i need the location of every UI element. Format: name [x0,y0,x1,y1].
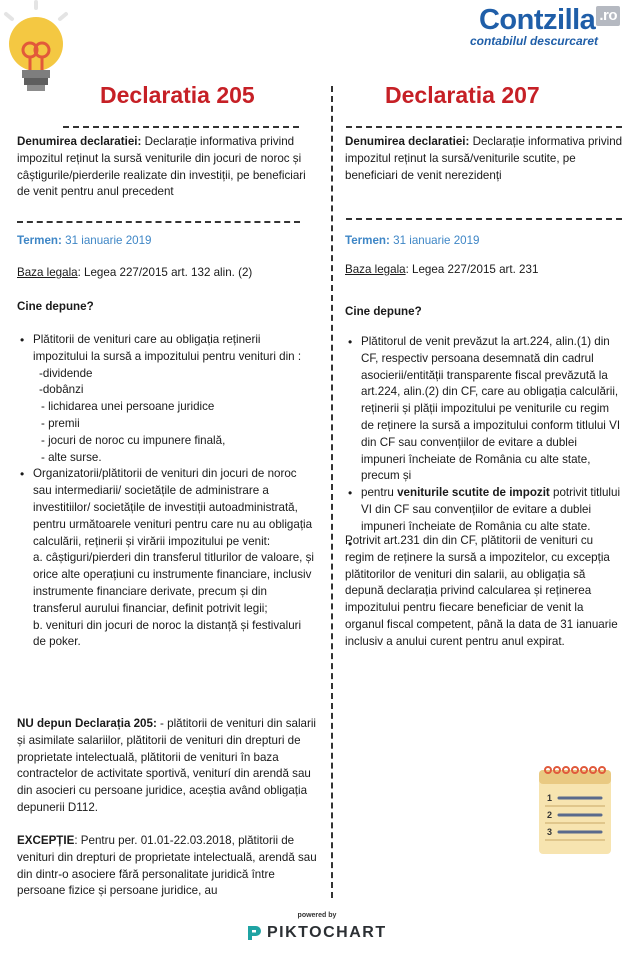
right-who-list [345,334,623,552]
logo-tagline: contabilul descurcaret [469,34,598,48]
list-subitem: -dividende [39,366,93,380]
left-deadline [17,233,317,250]
column-divider [331,86,333,898]
list-subitem: - jocuri de noroc cu impunere finală, [41,433,226,447]
left-name-label: Denumirea declaratiei: [17,135,142,148]
left-term-label: Termen: [17,234,62,247]
contzilla-logo[interactable] [470,4,620,48]
piktochart-icon [246,924,262,942]
left-legal-basis [17,265,317,282]
left-legal-text: : Legea 227/2015 art. 132 alin. (2) [77,266,253,279]
right-title: Declaratia 207 [385,82,540,108]
right-name-label: Denumirea declaratiei: [345,135,470,148]
notebook-num-3: 3 [547,827,553,837]
list-item: • Plătitorul de venit prevăzut la art.224, alin.(1) din CF, respectiv persoana desemnată din cadrul asocierii/entității transparente fiscal prevăzută la art.224, alin.(2) din CF, care au obligația calculării, reținerii și plății impozitului pe veniturile cu regim de reținere la sursă a impozitului conform titlului VI din CF sau convențiilor de evitare a dublei impuneri încheiate de România cu alte state, precum și [361,334,623,485]
left-exc-text: : Pentru per. 01.01-22.03.2018, plătitorii de venituri din drepturi de proprietate intelectuală, arendă sau din dintr-o asociere fără personalitate juridică între persoane fizice și persoane juridice, au [17,834,317,898]
left-bullet2-intro: Organizatorii/plătitorii de venituri din jocuri de noroc sau intermediarii/ societățile de administrare a investitiilor/ societățile de investiții autoadministrată, pentru următoarele venituri pentru care nu au obligația calculării, reținerii și virării impozitului pe venit: [33,467,313,548]
right-paragraph: Potrivit art.231 din din CF, plătitorii de venituri cu regim de reținere la sursă a impozitelor, cu excepția plătitorilor de venituri din salarii, au obligația să depună declarația privind calcularea și reținerea impozitului pentru fiecare beneficiar de venit la organul fiscal competent, până la data de 31 ianuarie inclusiv a anului curent pentru anul expirat. [345,534,618,648]
right-name-text: Declarație informativa privind impozitul reținut la sursă/veniturile scutite, pe beneficiari de venit nerezidenți [345,135,623,182]
left-bullet1-intro: Plătitorii de venituri care au obligația reținerii impozitului la sursă a impozitului pentru venituri din : [33,333,302,363]
notebook-num-2: 2 [547,810,553,820]
left-not-filing [17,716,317,817]
list-subitem: - lichidarea unei persoane juridice [41,400,215,414]
notebook-num-1: 1 [547,793,553,803]
right-legal-basis [345,262,623,279]
right-declaration-name [345,134,623,184]
left-who-list [17,332,317,651]
left-exc-label: EXCEPȚIE [17,834,75,847]
list-item [33,332,317,466]
left-term-value: 31 ianuarie 2019 [65,234,152,247]
left-bullet2-b: b. venituri din jocuri de noroc la distanță și festivaluri de poker. [33,618,302,649]
list-subitem: - premii [41,416,80,430]
right-separator-1 [346,126,622,128]
list-subitem: - alte surse. [41,450,102,464]
logo-suffix: .ro [596,6,620,26]
piktochart-logo[interactable] [246,924,387,942]
right-deadline [345,233,623,250]
right-term-label: Termen: [345,234,390,247]
left-bullet2-a: a. câștiguri/pierderi din transferul titlurilor de valoare, și orice alte operațiuni cu instrumente financiare, inclusiv instrumente financiare derivate, precum și din transferul aurului financiar, definit potrivit legii; [33,551,314,615]
right-bullet2-pre: pentru [361,486,398,500]
lightbulb-icon [0,0,72,98]
list-item [361,485,623,535]
list-subitem: -dobânzi [39,383,84,397]
left-declaration-name [17,134,317,201]
left-separator-2 [17,221,300,223]
left-legal-label: Baza legala [17,266,78,279]
right-legal-text: : Legea 227/2015 art. 231 [405,263,539,276]
notebook-list-icon [537,762,615,856]
left-nu-label: NU depun Declarația 205: [17,717,157,730]
left-nu-text: - plătitorii de venituri din salarii și asimilate salariilor, plătitorii de venituri din drepturi de proprietate intelectuală, plătitorii de venituri în baza contractelor de activitate sportivă, veniturí din arendă sau din asocieri cu persoane juridice, aceștia având obligația depunerii D112. [17,717,316,814]
left-who-label: Cine depune? [17,300,94,313]
piktochart-text: PIKTOCHART [267,924,387,941]
left-title: Declaratia 205 [100,82,255,108]
right-bullet2-bold: veniturile scutite de impozit [397,486,550,500]
right-bullet2-post: potrivit titlului VI din CF sau convențiilor de evitare a dublei impuneri încheiate de România cu alte state. [361,486,621,533]
left-exception [17,833,317,900]
right-legal-label: Baza legala [345,263,406,276]
right-separator-2 [346,218,622,220]
left-separator-1 [63,126,299,128]
logo-main-text: Contzilla [478,4,596,36]
right-who-label: Cine depune? [345,305,422,318]
right-term-value: 31 ianuarie 2019 [393,234,480,247]
left-name-text: Declarație informativa privind impozitul reținut la sursă veniturile din jocuri de noroc și câștigurile/pierderile realizate din investiții, pe beneficiari de venit pentru anul precedent [17,135,306,199]
list-item [33,466,317,651]
powered-by: powered by [297,912,337,919]
